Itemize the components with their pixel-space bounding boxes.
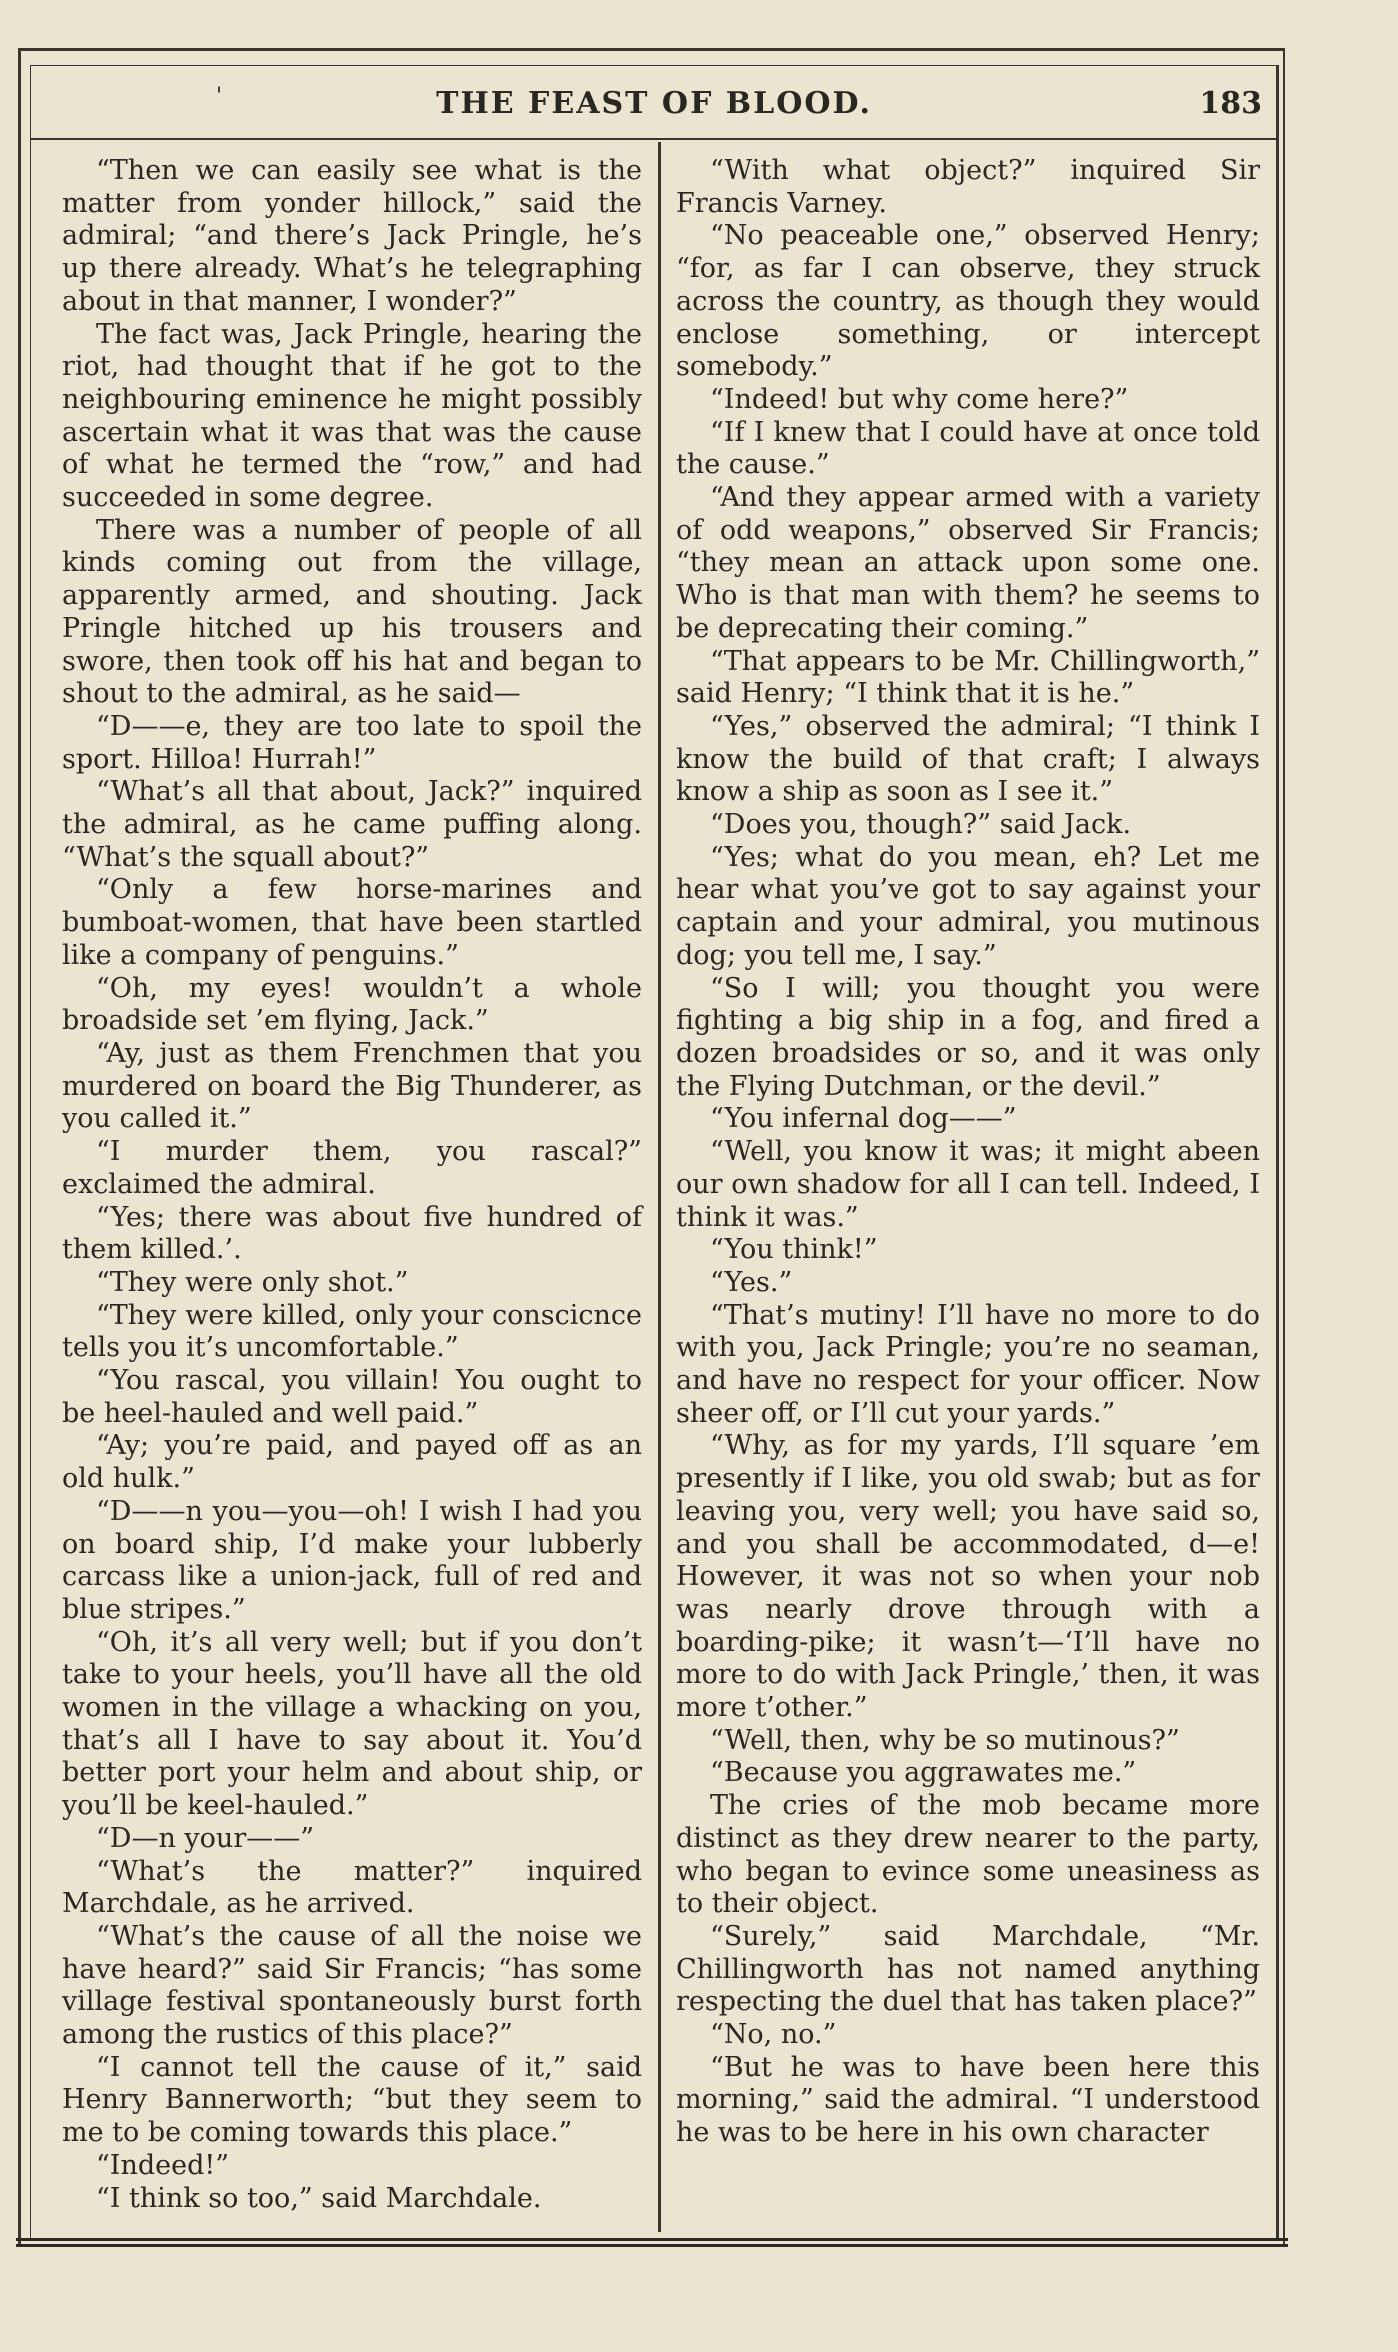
paragraph: “Oh, my eyes! wouldn’t a whole broadside set ’em flying, Jack.”	[62, 972, 642, 1037]
paragraph: “Then we can easily see what is the matter from yonder hillock,” said the admiral; “and there’s Jack Pringle, he’s up there already. What’s he telegraphing about in that manner, I wonder?”	[62, 155, 642, 317]
paragraph: “What’s the matter?” inquired Marchdale, as he arrived.	[62, 1855, 642, 1920]
paragraph: “But he was to have been here this morning,” said the admiral. “I understood he was to be here in his own character	[676, 2051, 1260, 2149]
paragraph: There was a number of people of all kinds coming out from the village, apparently armed, and shouting. Jack Pringle hitched up his trousers and swore, then took off his hat and began to shout to the admiral, as he said—	[62, 514, 642, 710]
paragraph: “And they appear armed with a variety of odd weapons,” observed Sir Francis; “they mean an attack upon some one. Who is that man with them? he seems to be deprecating their coming.”	[676, 482, 1260, 644]
paragraph: The cries of the mob became more distinct as they drew nearer to the party, who began to evince some uneasiness as to their object.	[676, 1790, 1260, 1920]
paragraph: “If I knew that I could have at once told the cause.”	[676, 416, 1260, 481]
paragraph: “No, no.”	[710, 2019, 837, 2051]
paragraph: “Yes,” observed the admiral; “I think I know the build of that craft; I always know a ship as soon as I see it.”	[676, 710, 1260, 808]
paragraph: “Well, you know it was; it might abeen our own shadow for all I can tell. Indeed, I think it was.”	[676, 1136, 1260, 1233]
paragraph: “What’s the cause of all the noise we have heard?” said Sir Francis; “has some village festival spontaneously burst forth among the rustics of this place?”	[62, 1920, 642, 2051]
paragraph: “They were killed, only your conscicnce tells you it’s uncomfortable.”	[62, 1299, 642, 1364]
text-column-right	[676, 155, 1260, 2150]
header-rule	[30, 138, 1278, 140]
paragraph: “D——e, they are too late to spoil the sport. Hilloa! Hurrah!”	[62, 710, 642, 775]
paragraph: “You think!”	[710, 1234, 878, 1266]
paragraph: “With what object?” inquired Sir Francis Varney.	[676, 155, 1260, 219]
paragraph: “They were only shot.”	[96, 1266, 409, 1298]
paragraph: “Yes; there was about five hundred of them killed.’.	[62, 1201, 642, 1266]
paragraph: “That’s mutiny! I’ll have no more to do with you, Jack Pringle; you’re no seaman, and have no respect for your officer. Now sheer off, or I’ll cut your yards.”	[676, 1299, 1260, 1429]
paragraph: “Yes; what do you mean, eh? Let me hear what you’ve got to say against your captain and your admiral, you mutinous dog; you tell me, I say.”	[676, 841, 1260, 971]
paragraph: “What’s all that about, Jack?” inquired the admiral, as he came puffing along. “What’s the squall about?”	[62, 776, 642, 873]
paragraph: “I think so too,” said Marchdale.	[96, 2182, 542, 2214]
page-number: 183	[1199, 86, 1262, 121]
page-title: THE FEAST OF BLOOD.	[436, 86, 872, 121]
paragraph: “Why, as for my yards, I’ll square ’em presently if I like, you old swab; but as for leaving you, very well; you have said so, and you shall be accommodated, d—e! However, it was not so when your nob was nearly drove through with a boarding-pike; it wasn’t—‘I’ll have no more to do with Jack Pringle,’ then, it was more t’other.”	[676, 1430, 1260, 1724]
bottom-rule-1	[16, 2238, 1288, 2241]
paragraph: “I murder them, you rascal?” exclaimed the admiral.	[62, 1136, 642, 1200]
paragraph: “Because you aggrawates me.”	[710, 1757, 1137, 1789]
paragraph: “Yes.”	[710, 1266, 793, 1298]
paragraph: “Well, then, why be so mutinous?”	[710, 1724, 1180, 1756]
column-divider	[658, 142, 661, 2232]
paragraph: “Indeed!”	[96, 2149, 230, 2181]
paragraph: “You rascal, you villain! You ought to be heel-hauled and well paid.”	[62, 1365, 642, 1429]
paragraph: “D——n you—you—oh! I wish I had you on board ship, I’d make your lubberly carcass like a union-jack, full of red and blue stripes.”	[62, 1495, 642, 1625]
paragraph: “Does you, though?” said Jack.	[710, 809, 1132, 841]
paragraph: “No peaceable one,” observed Henry; “for, as far I can observe, they struck across the country, as though they would enclose something, or intercept somebody.”	[676, 220, 1260, 383]
paragraph: “Ay; you’re paid, and payed off as an old hulk.”	[62, 1430, 642, 1495]
text-column-left	[62, 155, 642, 2215]
paragraph: “I cannot tell the cause of it,” said Henry Bannerworth; “but they seem to me to be coming towards this place.”	[62, 2051, 642, 2149]
paragraph: “Indeed! but why come here?”	[710, 383, 1129, 415]
bottom-rule-2	[16, 2244, 1288, 2247]
paragraph: The fact was, Jack Pringle, hearing the riot, had thought that if he got to the neighbouring eminence he might possibly ascertain what it was that was the cause of what he termed the “row,” and had succeeded in some degree.	[62, 318, 642, 514]
header-mark: '	[216, 84, 223, 109]
paragraph: “You infernal dog——”	[710, 1103, 1017, 1135]
paragraph: “Surely,” said Marchdale, “Mr. Chillingworth has not named anything respecting the duel that has taken place?”	[676, 1920, 1260, 2018]
paragraph: “Ay, just as them Frenchmen that you murdered on board the Big Thunderer, as you called it.”	[62, 1037, 642, 1135]
running-head	[30, 84, 1278, 124]
paragraph: “So I will; you thought you were fighting a big ship in a fog, and fired a dozen broadsides or so, and it was only the Flying Dutchman, or the devil.”	[676, 972, 1260, 1102]
paragraph: “D—n your——”	[96, 1822, 315, 1854]
paragraph: “Only a few horse-marines and bumboat-women, that have been startled like a company of penguins.”	[62, 874, 642, 971]
paragraph: “Oh, it’s all very well; but if you don’t take to your heels, you’ll have all the old women in the village a whacking on you, that’s all I have to say about it. You’d better port your helm and about ship, or you’ll be keel-hauled.”	[62, 1626, 642, 1822]
paragraph: “That appears to be Mr. Chillingworth,” said Henry; “I think that it is he.”	[676, 645, 1260, 710]
